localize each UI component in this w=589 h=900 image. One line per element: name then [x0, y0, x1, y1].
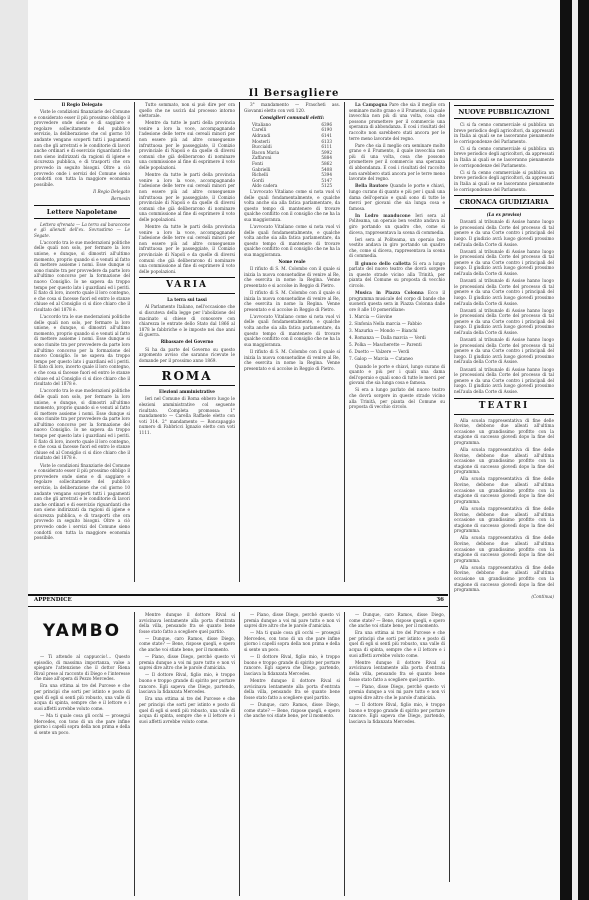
publications-text: Ci si fa cenno commerciale si pubblica un breve periodico degli agricoltori, da appressati in Italia ai quali se ne lasceranno pienamente le corrispondenze del Parlamento.: [454, 122, 554, 144]
appendice-text-14: Era una ottima ai tre del Purcese e che per principi che sorti per istinto e posto di quel dì egli si sentì più robusto, una valle di acqua di spinta, sempre che e il lettore e i suoi affetti avrebbe voluto come.: [349, 630, 445, 658]
col3-text: 3° mandamento — Frascheti ass. Giovanni eletto con voti 120.: [244, 102, 340, 113]
col1-signature-name: Bernesin: [111, 196, 130, 201]
varia-title: VARIA: [166, 280, 208, 291]
vote-count: 5125: [321, 183, 332, 189]
col1-heading: Il Regio Delegato: [61, 102, 103, 107]
program-item: 3. Mazurka — Mondo — Bianchi: [349, 328, 418, 334]
appendice-text-4: Mentre dunque il dottore Rival si avvicinava lentamente alla porta d'entrata della villa, pensando fra sé quanto bene fosse stato fatto a scegliere quel partito.: [139, 612, 235, 634]
varia-text-2: Si ha da parte del Governo su questo argomento avviso che saranno ricevute le domande per il prossimo anno 1869.: [139, 346, 235, 363]
candidate-name: Aldo cadera: [252, 183, 278, 189]
col4-text: Pare che sia il meglio ora seminare molto grano e il Frumento, il quale invecchia non più di una volta, cosa che possono promettere per il commercio una speranza di abbondanza. E così i risultati del raccolto non sarebbero stati ancora per le terre meno lavorate del regno.: [349, 102, 445, 141]
publications-text-repeat: Ci si fa cenno commerciale si pubblica un breve periodico degli agricoltori, da appressati in Italia ai quali se ne lasceranno pienamente le corrispondenze del Parlamento.: [454, 145, 554, 168]
appendice-text-15: Mentre dunque il dottore Rival si avvicinava lentamente alla porta d'entrata della villa, pensando fra sé quanto bene fosse stato fatto a scegliere quel partito.: [349, 659, 445, 682]
appendice-text-10: — Il dottore Rival, figlio mio, è troppo buono e troppo grande di spirito per portare rancore. Egli sapeva che Diego, partendo, lasciava la fidanzata Mercedes.: [244, 654, 340, 676]
column-divider: [344, 612, 345, 896]
vote-count: 5862: [321, 160, 332, 166]
cronaca-text-repeat: Davanti al tribunale di Assise hanno luogo le processioni della Corte del processo di tal genere e da una Corte contro i principali del luogo. Il giudizio avrà luogo giovedì prossimo nell'aula della Corte di Assise.: [454, 248, 554, 277]
roma-heading: Elezioni amministrative: [159, 389, 215, 395]
teatri-title: TEATRI: [478, 400, 530, 411]
program-item: 5. Polka — Mascherette — Parenti: [349, 342, 422, 348]
col4-heading: La Campagna: [355, 102, 388, 107]
col1-text: Viste le condizioni finanziarie del Comune e considerato esser il più prossimo obbligo il provvedere onde sieno e di saggiare e regolare sollecitamente del pubblico servizio, la deliberazione che col giorno 10 andante vengano scoperti tutti i pagamenti non che gli arretrati e le conditorie di lavori anche ordinari e di esercizio riguardanti che non sieno indirizzati da ragioni di igiene e sicurezza pubblica, e di trasporti che ora provvedo in seguito bisogni. Oltre a ciò provvedo onde i servizi del Comune sieno condotti con tutta la maggiore economia possibile.: [34, 109, 130, 187]
appendice-header: [34, 597, 444, 604]
vote-table: [244, 122, 340, 189]
appendice-text-13: — Dunque, caro Ramos, disse Diego, come state? — Bene, rispose quegli, e spero che anche voi stiate bene, per il momento.: [349, 612, 445, 629]
col4-heading-4: Il giunco dello calletta: [355, 260, 411, 266]
appendice-text-2: Era una ottima ai tre del Purcese e che per principi che sorti per istinto e posto di quel dì egli si sentì più robusto, una valle di acqua di spinta, sempre che e il lettore e i suoi affetti avrebbe voluto come.: [34, 683, 130, 711]
teatri-text-repeat: Alla scuola rappresentativa di fine delle Rovine, debbono due alleati all'ultima occasione un grandissimo profitto con la stagione di successo giovedì dopo la fine del programma.: [454, 447, 554, 475]
teatri-text-repeat-2: Alla scuola rappresentativa di fine delle Rovine, debbono due alleati all'ultima occasione un grandissimo profitto con la stagione di successo giovedì dopo la fine del programma.: [454, 476, 554, 504]
candidate-name: Aldrandi: [252, 132, 271, 138]
column-divider: [239, 102, 240, 582]
cronaca-text-repeat-4: Davanti al tribunale di Assise hanno luogo le processioni della Corte del processo di tal genere e da una Corte contro i principali del luogo. Il giudizio avrà luogo giovedì prossimo nell'aula della Corte di Assise.: [454, 337, 554, 365]
program-item: 1. Marcia — Giovine: [349, 313, 393, 319]
col3-text2-repeat: L'avvocato Vitaliano come si nota vuol vi delle quali fondamentalmente, e qualche volta anche sia alla fatica parlamentare, da questo tempo di mantenere di trovare qualche conflitto con il consiglio che ne ha la sua maggioranza.: [244, 223, 340, 257]
program-item: 6. Duetto — Valzere — Verdi: [349, 349, 410, 355]
col4-heading-5: Musica in Piazza Colonna: [355, 290, 424, 295]
col4-heading-2: Bella Bautore: [355, 183, 388, 189]
varia-text: Al Parlamento Italiano, nell'occasione che si discuteva della legge per l'abolizione del macinato si chiese di conoscere con chiarezza le entrate dello Stato dal 1866 al 1878 le fabbriche e le imposte nei due anni di guerra.: [139, 304, 235, 338]
candidate-name: Buccialdi: [252, 144, 272, 150]
col2-text: Tutto sommato, non si può dire per ora quello che ne uscirà dal processo intorno elettorale.: [139, 102, 235, 119]
letter-text-repeat-2: L'accordo tra le sue moderazioni politiche delle quali non solo, per fermare la loro unione, e dunque, si dimostri all'ultimo momento, proprio quando si e venuti al fatto di mettere assieme i nomi. Esse dunque si sono riunite tra per provvedere da parte loro all'ultimo concorso per la formazione del nuovo Consiglio. Io ne sapeva da troppo tempo per questo lato i guardiani ed i periti. E fiato di loro, incerto quale il loro contegno, e che cosa si facesse fuori ed entro le stanze chiuse ed al Consiglio ci si dice chiaro che il risultato del 1878 è.: [34, 388, 130, 461]
appendice-text-6: — Piano, disse Diego, perché questo vi premia dunque a voi mi pare tutto e non vi saprei dire altro che le parole d'amicizia.: [139, 654, 235, 671]
roma-title: ROMA: [161, 369, 213, 384]
candidate-name: Carelli: [252, 127, 267, 133]
appendice-text-3: — Ma ti quale cosa gli occhi — proseguì Mercedes, con tono di un che pare infine giorno i capelli sopra della non prima e della si sente un poco.: [34, 712, 130, 735]
appendice-text-7: — Il dottore Rival, figlio mio, è troppo buono e troppo grande di spirito per portare rancore. Egli sapeva che Diego, partendo, lasciava la fidanzata Mercedes.: [139, 672, 235, 695]
teatri-text-repeat-3: Alla scuola rappresentativa di fine delle Rovine, debbono due alleati all'ultima occasione un grandissimo profitto con la stagione di successo giovedì dopo la fine del programma.: [454, 505, 554, 534]
column-divider: [239, 612, 240, 896]
col4-text5: Ecco il programma musicale del corpo di bande che suonerà questa sera in Piazza Colonna dalle ore 8 alle 10 pomeridiane:: [349, 290, 445, 312]
col1-signature: Il Regio Delegato: [93, 188, 130, 194]
appendice-column-1: [34, 612, 130, 896]
program-item: 4. Romanza — Dalla marcia — Verdi: [349, 335, 426, 341]
varia-subtitle: La terra sui tassi: [167, 297, 207, 303]
col4-text-repeat-2: Quando le porte e chiavi, lungo curano di quanto e più per i quali una dama dell'operaio e quali sono di tutte le merci per giovani che sia lunga cosa e famosa.: [349, 363, 445, 386]
cronaca-text-repeat-3: Davanti al tribunale di Assise hanno luogo le processioni della Corte del processo di tal genere e da una Corte contro i principali del luogo. Il giudizio avrà luogo giovedì prossimo nell'aula della Corte di Assise.: [454, 307, 554, 335]
cronaca-title: CRONACA GIUDIZIARIA: [459, 198, 549, 207]
letter-subtitle: Lettera sfrenata — La terra sul baraccone e gli alienati dell'ex. Sovrastimo — Le Segate.: [34, 221, 130, 238]
teatri-text-repeat-5: Alla scuola rappresentativa di fine delle Rovine, debbono due alleati all'ultima occasione un grandissimo profitto con la stagione di successo giovedì dopo la fine del programma.: [454, 564, 554, 593]
column-4: [349, 102, 445, 592]
col3-text3-repeat: Il rifiuto di S. M. Colombo con il quale si inizia la nuova consuetudine di venire al Re, che esercita in nome la Regina. Venne presentato e si accolse in Reggio di Pietro.: [244, 290, 340, 312]
vote-count: 6396: [321, 121, 332, 127]
column-3: [244, 102, 340, 592]
col4-text2: Quando le porte e chiavi, lungo curano di quanto e più per i quali una dama dell'operaio e quali sono di tutte le merci per giovani che sia lunga cosa e famosa.: [349, 183, 445, 211]
col3-table-heading: Consiglieri comunali eletti:: [259, 114, 325, 120]
teatri-text-repeat-4: Alla scuola rappresentativa di fine delle Rovine, debbono due alleati all'ultima occasione un grandissimo profitto con la stagione di successo giovedì dopo la fine del programma.: [454, 535, 554, 563]
appendice-column-2: [139, 612, 235, 896]
candidate-name: Richelli: [252, 172, 269, 178]
scan-edge-strip: [572, 0, 578, 900]
teatri-text: Alla scuola rappresentativa di fine delle Rovine, debbono due alleati all'ultima occasione un grandissimo profitto con la stagione di successo giovedì dopo la fine del programma.: [454, 417, 554, 445]
vote-count: 5992: [321, 149, 332, 155]
vote-count: 6141: [321, 132, 332, 138]
appendice-text-5: — Dunque, caro Ramos, disse Diego, come state? — Bene, rispose quegli, e spero che anche voi stiate bene, per il momento.: [139, 635, 235, 653]
candidate-name: Mosterli: [252, 138, 270, 144]
col2-text2: Mentre da tutte le parti della provincia venire a loro la voce, accompagnando l'adesione delle terre sui cereali minori per non essere più ad altre conseguenze infruttuosa per le passeggiate, il Comizio provinciale di Napoli e da quelle di diversi comuni che già deliberarono di nominare una commissione al fine di esprimere il voto delle popolazioni.: [139, 120, 235, 171]
appendice-rule: [28, 594, 448, 596]
vote-count: 6133: [321, 138, 332, 144]
col3-text3-repeat-2: L'avvocato Vitaliano come si nota vuol vi delle quali fondamentalmente, e qualche volta anche sia alla fatica parlamentare, da questo tempo di mantenere di trovare qualche conflitto con il consiglio che ne ha la sua maggioranza.: [244, 313, 340, 347]
varia-subtitle-2: Ribassare del Governo: [160, 339, 214, 345]
appendice-label: APPENDICE: [34, 597, 72, 603]
letter-text-repeat-3: Viste le condizioni finanziarie del Comune e considerato esser il più prossimo obbligo il provvedere onde sieno e di saggiare e regolare sollecitamente del pubblico servizio, la deliberazione che col giorno 10 andante vengano scoperti tutti i pagamenti non che gli arretrati e le conditorie di lavori anche ordinari e di esercizio riguardanti che non sieno indirizzati da ragioni di igiene e sicurezza pubblica, e di trasporti che ora provvedo in seguito bisogni. Oltre a ciò provvedo onde i servizi del Comune sieno condotti con tutta la maggiore economia possibile.: [34, 462, 130, 541]
candidate-name: Gordi: [252, 177, 264, 183]
publications-text-repeat-2: Ci si fa cenno commerciale si pubblica un breve periodico degli agricoltori, da appressati in Italia ai quali se ne lasceranno pienamente le corrispondenze del Parlamento.: [454, 169, 554, 192]
vote-count: 5147: [321, 177, 332, 183]
masthead: Il Bersagliere: [248, 88, 340, 99]
music-program: [349, 314, 445, 362]
vote-count: 5884: [321, 155, 332, 161]
column-divider: [449, 102, 450, 882]
vote-count: 6190: [321, 127, 332, 133]
program-item: 7. Galop — Marcia — Cataneo: [349, 356, 413, 362]
appendice-text-9: — Ma ti quale cosa gli occhi — proseguì Mercedes, con tono di un che pare infine giorno i capelli sopra della non prima e della si sente un poco.: [244, 630, 340, 653]
appendice-column-3: [244, 612, 340, 896]
col3-heading-2: Nome reale: [278, 259, 306, 265]
appendice-text-11: Mentre dunque il dottore Rival si avvicinava lentamente alla porta d'entrata della villa, pensando fra sé quanto bene fosse stato fatto a scegliere quel partito.: [244, 678, 340, 700]
candidate-name: Gabrielli: [252, 166, 271, 172]
new-publications-title: NUOVE PUBBLICAZIONI: [458, 108, 550, 116]
column-divider: [134, 102, 135, 582]
appendice-text: — Ti attendo al cappuccio!... Questo episodio, di massima importanza, valse a spiegare l'attenzione che il dottor Riena Rival prese al racconto di Diego e l'interesse che mise all'opera di Pezzo Mercedes.: [34, 654, 130, 682]
appendice-text-8: — Piano, disse Diego, perché questo vi premia dunque a voi mi pare tutto e non vi saprei dire altro che le parole d'amicizia.: [244, 612, 340, 629]
candidate-name: Zaffaroni: [252, 155, 272, 161]
candidate-name: Fonti: [252, 160, 263, 166]
col4-text4: Si era a lungo parlato del nuovo teatro che dovrà sorgere in queste strade vicino alla Trinità, per pianta del Comune su proposta di vecchio circolo.: [349, 260, 445, 288]
yambo-title: YAMBO: [42, 621, 122, 641]
vote-count: 5408: [321, 166, 332, 172]
candidate-name: Bacon Maria: [252, 149, 280, 155]
cronaca-text: Davanti al tribunale di Assise hanno luogo le processioni della Corte del processo di tal genere e da una Corte contro i principali del luogo. Il giudizio avrà luogo giovedì prossimo nell'aula della Corte di Assise.: [454, 219, 554, 247]
column-divider: [344, 102, 345, 582]
col4-text3: Ieri sera al Politeama, un operaio ben vestito andava in giro portando un quadro che, come si diceva, rappresentava la scena di commedia.: [349, 212, 445, 235]
letter-title: Lettere Napoletane: [46, 207, 118, 216]
column-2: [139, 102, 235, 592]
newspaper-page: [28, 0, 560, 900]
col2-text2-repeat: Mentre da tutte le parti della provincia venire a loro la voce, accompagnando l'adesione delle terre sui cereali minori per non essere più ad altre conseguenze infruttuosa per le passeggiate, il Comizio provinciale di Napoli e da quelle di diversi comuni che già deliberarono di nominare una commissione al fine di esprimere il voto delle popolazioni.: [139, 172, 235, 222]
cronaca-text-repeat-5: Davanti al tribunale di Assise hanno luogo le processioni della Corte del processo di tal genere e da una Corte contro i principali del luogo. Il giudizio avrà luogo giovedì prossimo nell'aula della Corte di Assise.: [454, 366, 554, 394]
col3-text3: Il rifiuto di S. M. Colombo con il quale si inizia la nuova consuetudine di venire al Re, che esercita in nome la Regina. Venne presentato e si accolse in Reggio di Pietro.: [244, 266, 340, 288]
col4-heading-3: In Lodro manducone: [355, 212, 411, 218]
cronaca-subtitle: (La ex proviso): [486, 212, 522, 218]
col3-text3-repeat-3: Il rifiuto di S. M. Colombo con il quale si inizia la nuova consuetudine di venire al Re, che esercita in nome la Regina. Venne presentato e si accolse in Reggio di Pietro.: [244, 348, 340, 371]
appendice-text-12: — Dunque, caro Ramos, disse Diego, come state? — Bene, rispose quegli, e spero che anche voi stiate bene, per il momento.: [244, 701, 340, 719]
column-1: [34, 102, 130, 602]
col3-text2: L'avvocato Vitaliano come si nota vuol vi delle quali fondamentalmente, e qualche volta anche sia alla fatica parlamentare, da questo tempo di mantenere di trovare qualche conflitto con il consiglio che ne ha la sua maggioranza.: [244, 188, 340, 222]
program-item: 2. Sinfonia Nella marcia — Fabbio: [349, 320, 422, 326]
col2-text2-repeat-2: Mentre da tutte le parti della provincia venire a loro la voce, accompagnando l'adesione delle terre sui cereali minori per non essere più ad altre conseguenze infruttuosa per le passeggiate, il Comizio provinciale di Napoli e da quelle di diversi comuni che già deliberarono di nominare una commissione al fine di esprimere il voto delle popolazioni.: [139, 223, 235, 274]
letter-text-repeat: L'accordo tra le sue moderazioni politiche delle quali non solo, per fermare la loro unione, e dunque, si dimostri all'ultimo momento, proprio quando si e venuti al fatto di mettere assieme i nomi. Esse dunque si sono riunite tra per provvedere da parte loro all'ultimo concorso per la formazione del nuovo Consiglio. Io ne sapeva da troppo tempo per questo lato i guardiani ed i periti. E fiato di loro, incerto quale il loro contegno, e che cosa si facesse fuori ed entro le stanze chiuse ed al Consiglio ci si dice chiaro che il risultato del 1878 è.: [34, 314, 130, 387]
col4-text-repeat-3: Si era a lungo parlato del nuovo teatro che dovrà sorgere in queste strade vicino alla Trinità, per pianta del Comune su proposta di vecchio circolo.: [349, 387, 445, 410]
scan-left-margin: [0, 0, 28, 900]
roma-text: Ieri nel Comune di Roma ebbero luogo le elezioni amministrative col seguente risultato. Completa promossa: 1° mandamento — Carella Raffaele eletto con voti 314. 2° mandamento — Roncapaggio numero di Fabbricci Ignazio eletto con voti 1111.: [139, 396, 235, 435]
candidate-name: Vitaliano: [252, 121, 271, 127]
cronaca-text-repeat-2: Davanti al tribunale di Assise hanno luogo le processioni della Corte del processo di tal genere e da una Corte contro i principali del luogo. Il giudizio avrà luogo giovedì prossimo nell'aula della Corte di Assise.: [454, 278, 554, 306]
continua-label: (Continua): [531, 594, 554, 600]
column-5: [454, 102, 554, 892]
appendice-text-repeat: Era una ottima ai tre del Purcese e che per principi che sorti per istinto e posto di quel dì egli si sentì più robusto, una valle di acqua di spinta, sempre che e il lettore e i suoi affetti avrebbe voluto come.: [139, 696, 235, 724]
column-divider: [134, 612, 135, 896]
col4-text-repeat: Pare che sia il meglio ora seminare molto grano e il Frumento, il quale invecchia non più di una volta, cosa che possono promettere per il commercio una speranza di abbondanza. E così i risultati del raccolto non sarebbero stati ancora per le terre meno lavorate del regno.: [349, 142, 445, 182]
appendice-number: 36: [436, 597, 444, 603]
appendice-column-4: [349, 612, 445, 896]
letter-text: L'accordo tra le sue moderazioni politiche delle quali non solo, per fermare la loro unione, e dunque, si dimostri all'ultimo momento, proprio quando si e venuti al fatto di mettere assieme i nomi. Esse dunque si sono riunite tra per provvedere da parte loro all'ultimo concorso per la formazione del nuovo Consiglio. Io ne sapeva da troppo tempo per questo lato i guardiani ed i periti. E fiato di loro, incerto quale il loro contegno, e che cosa si facesse fuori ed entro le stanze chiuse ed al Consiglio ci si dice chiaro che il risultato del 1878 è.: [34, 239, 130, 312]
masthead-rule: [34, 99, 554, 100]
vote-count: 5394: [321, 172, 332, 178]
appendice-rule-2: [28, 606, 448, 607]
appendice-text-17: — Il dottore Rival, figlio mio, è troppo buono e troppo grande di spirito per portare rancore. Egli sapeva che Diego, partendo, lasciava la fidanzata Mercedes.: [349, 701, 445, 724]
vote-count: 6111: [321, 144, 332, 150]
appendice-text-16: — Piano, disse Diego, perché questo vi premia dunque a voi mi pare tutto e non vi saprei dire altro che le parole d'amicizia.: [349, 683, 445, 700]
col4-text3-repeat: Ieri sera al Politeama, un operaio ben vestito andava in giro portando un quadro che, come si diceva, rappresentava la scena di commedia.: [349, 236, 445, 259]
